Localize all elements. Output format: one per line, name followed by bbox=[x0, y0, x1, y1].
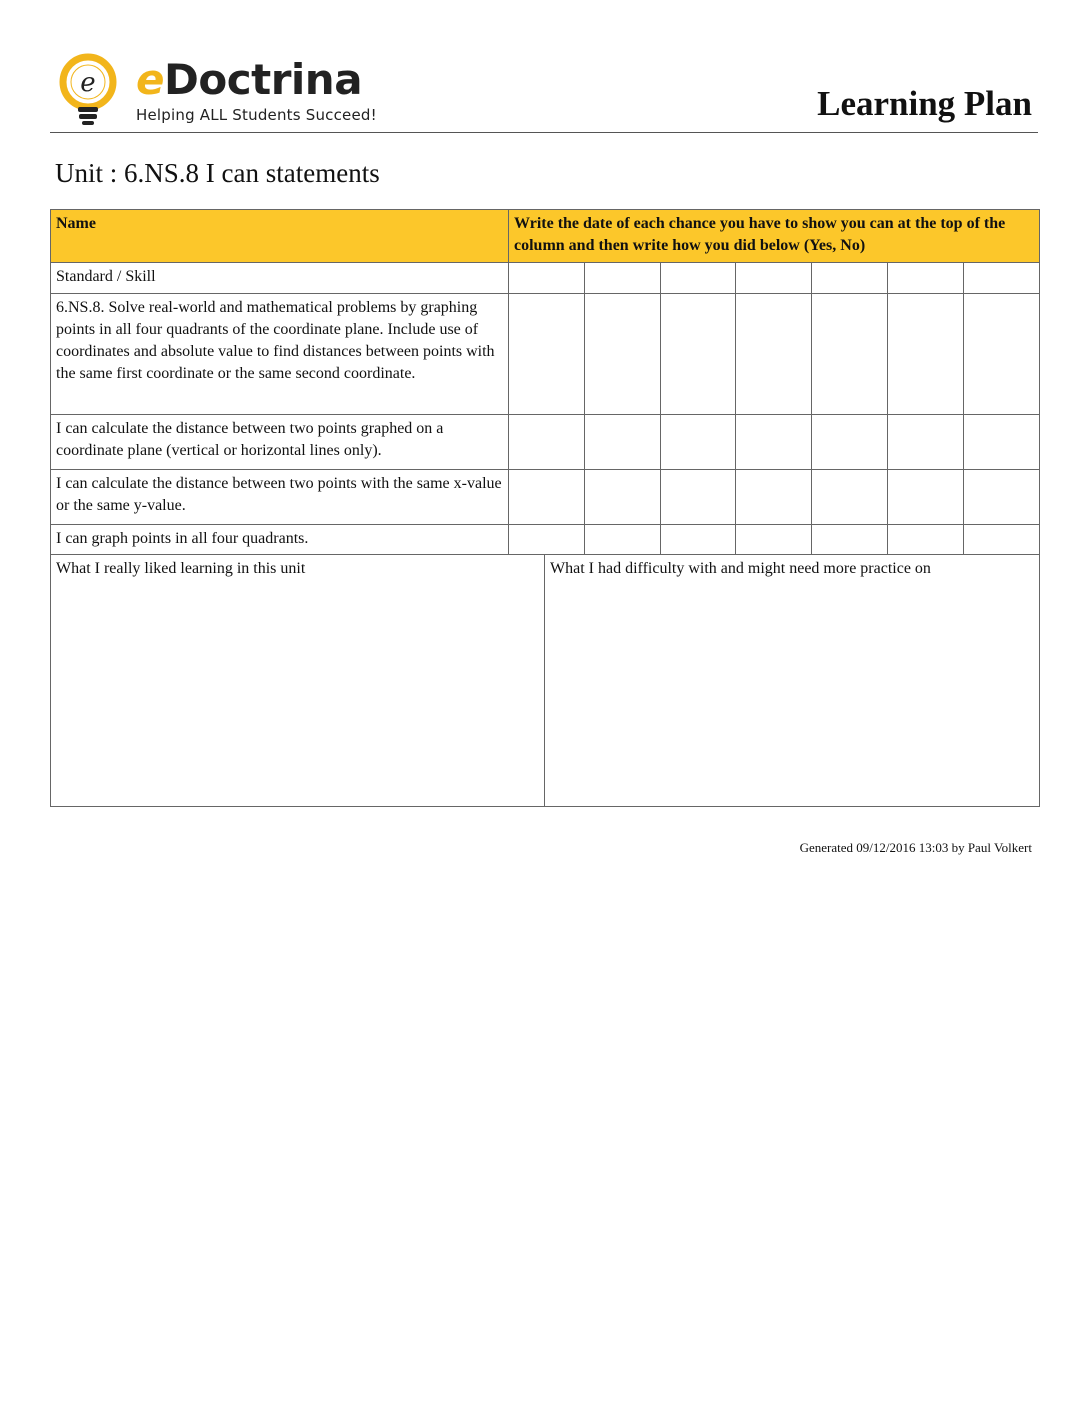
page-header bbox=[50, 50, 1038, 133]
result-cell[interactable] bbox=[964, 470, 1040, 525]
result-cell[interactable] bbox=[888, 525, 964, 555]
logo-wordmark: eDoctrina bbox=[136, 55, 363, 104]
document-title: Learning Plan bbox=[817, 84, 1032, 123]
result-cell[interactable] bbox=[736, 525, 812, 555]
result-cell[interactable] bbox=[509, 470, 585, 525]
result-cell[interactable] bbox=[509, 294, 585, 415]
result-cell[interactable] bbox=[736, 415, 812, 470]
date-cell[interactable] bbox=[964, 263, 1040, 294]
result-cell[interactable] bbox=[585, 525, 661, 555]
row-label: 6.NS.8. Solve real-world and mathematical problems by graphing points in all four quadrants of the coordinate plane. Include use of coordinates and absolute value to find distances between points with the same first coordinate or the same second coordinate. bbox=[51, 294, 509, 415]
table-row bbox=[51, 263, 1040, 294]
result-cell[interactable] bbox=[964, 294, 1040, 415]
table-row bbox=[51, 470, 1040, 525]
row-label: I can calculate the distance between two points with the same x-value or the same y-value. bbox=[51, 470, 509, 525]
unit-title: Unit : 6.NS.8 I can statements bbox=[55, 158, 380, 188]
i-can-statements-table bbox=[50, 209, 1040, 555]
instruction-text: Write the date of each chance you have to show you can at the top of the column and then write how you did below (Yes, No) bbox=[509, 210, 1040, 263]
result-cell[interactable] bbox=[661, 415, 736, 470]
result-cell[interactable] bbox=[812, 525, 888, 555]
result-cell[interactable] bbox=[585, 415, 661, 470]
result-cell[interactable] bbox=[812, 415, 888, 470]
table-row bbox=[51, 415, 1040, 470]
result-cell[interactable] bbox=[509, 525, 585, 555]
logo-tagline: Helping ALL Students Succeed! bbox=[136, 106, 377, 124]
result-cell[interactable] bbox=[888, 415, 964, 470]
result-cell[interactable] bbox=[888, 470, 964, 525]
edoctrina-logo bbox=[54, 52, 384, 128]
result-cell[interactable] bbox=[585, 294, 661, 415]
date-cell[interactable] bbox=[812, 263, 888, 294]
result-cell[interactable] bbox=[964, 525, 1040, 555]
difficulty-label: What I had difficulty with and might need more practice on bbox=[550, 560, 931, 577]
table-row bbox=[51, 525, 1040, 555]
result-cell[interactable] bbox=[661, 525, 736, 555]
liked-learning-label: What I really liked learning in this unit bbox=[56, 560, 306, 577]
result-cell[interactable] bbox=[888, 294, 964, 415]
result-cell[interactable] bbox=[661, 470, 736, 525]
result-cell[interactable] bbox=[661, 294, 736, 415]
result-cell[interactable] bbox=[585, 470, 661, 525]
result-cell[interactable] bbox=[812, 294, 888, 415]
result-cell[interactable] bbox=[964, 415, 1040, 470]
row-label: Standard / Skill bbox=[51, 263, 509, 294]
result-cell[interactable] bbox=[812, 470, 888, 525]
name-label: Name bbox=[51, 210, 509, 263]
date-cell[interactable] bbox=[888, 263, 964, 294]
result-cell[interactable] bbox=[736, 470, 812, 525]
lightbulb-icon bbox=[54, 52, 134, 128]
svg-text:e: e bbox=[80, 68, 96, 98]
table-header-row bbox=[51, 210, 1040, 263]
row-label: I can graph points in all four quadrants. bbox=[51, 525, 509, 555]
date-cell[interactable] bbox=[661, 263, 736, 294]
result-cell[interactable] bbox=[736, 294, 812, 415]
generated-footer: Generated 09/12/2016 13:03 by Paul Volkert bbox=[799, 840, 1032, 855]
result-cell[interactable] bbox=[509, 415, 585, 470]
liked-learning-box[interactable] bbox=[51, 555, 545, 807]
table-row bbox=[51, 294, 1040, 415]
reflection-table bbox=[50, 554, 1040, 807]
date-cell[interactable] bbox=[585, 263, 661, 294]
date-cell[interactable] bbox=[509, 263, 585, 294]
row-label: I can calculate the distance between two points graphed on a coordinate plane (vertical or horizontal lines only). bbox=[51, 415, 509, 470]
difficulty-box[interactable] bbox=[545, 555, 1040, 807]
date-cell[interactable] bbox=[736, 263, 812, 294]
